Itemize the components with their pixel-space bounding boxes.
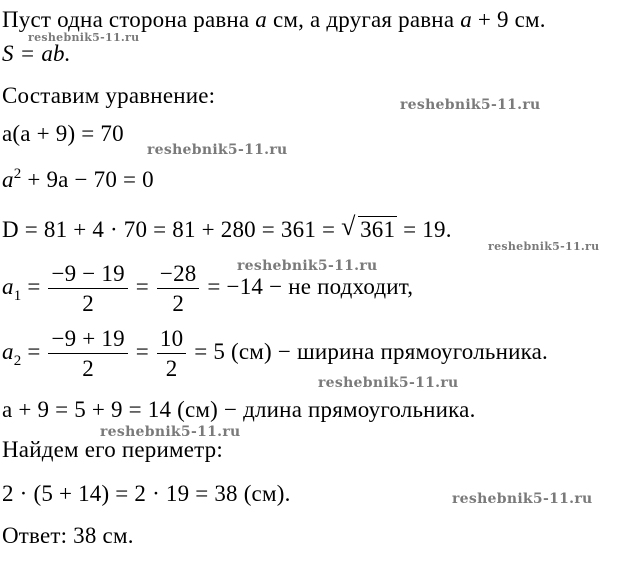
line-5-var: a <box>2 167 14 192</box>
sqrt-sign-icon: √ <box>341 212 356 241</box>
root-2-numerator-1: −9 + 19 <box>48 325 127 354</box>
line-8-root-2 <box>2 325 548 382</box>
line-5-rest: + 9a − 70 = 0 <box>21 167 154 192</box>
sqrt-radicand: 361 <box>360 217 396 242</box>
root-1-numerator-2: −28 <box>157 260 200 289</box>
root-2-numerator-2: 10 <box>157 325 186 354</box>
line-5-quadratic <box>2 166 154 194</box>
line-6-text: D = 81 + 4 · 70 = 81 + 280 = 361 = <box>2 217 342 242</box>
root-2-eq2: = <box>129 338 155 364</box>
root-1-fraction-1 <box>48 260 127 317</box>
line-1 <box>2 6 546 34</box>
root-2-tail: = 5 (см) − ширина прямоугольника. <box>188 338 548 364</box>
root-1-var: a <box>2 273 14 299</box>
root-2-eq: = <box>21 338 47 364</box>
watermark: reshebnik5-11.ru <box>452 491 593 507</box>
root-2-subscript: 2 <box>13 352 22 369</box>
root-2-fraction-2 <box>157 325 186 382</box>
root-2-denominator-2: 2 <box>165 356 178 381</box>
watermark: reshebnik5-11.ru <box>488 240 600 253</box>
root-1-fraction-2 <box>157 260 200 317</box>
watermark: reshebnik5-11.ru <box>237 258 378 274</box>
line-4-equation: a(a + 9) = 70 <box>2 121 124 146</box>
line-11-perimeter: 2 · (5 + 14) = 2 · 19 = 38 (см). <box>2 481 291 506</box>
watermark: reshebnik5-11.ru <box>147 142 288 158</box>
line-1-text-e: + 9 см. <box>471 7 546 32</box>
root-1-numerator-1: −9 − 19 <box>48 260 127 289</box>
line-12-answer: Ответ: 38 см. <box>2 523 134 548</box>
root-1-subscript: 1 <box>13 287 22 304</box>
line-5-exponent: 2 <box>13 166 22 182</box>
sqrt-expression <box>341 212 397 244</box>
root-1-denominator-1: 2 <box>82 291 94 316</box>
line-2-area-formula: S = ab. <box>2 41 71 66</box>
root-1-denominator-2: 2 <box>172 291 185 316</box>
watermark: reshebnik5-11.ru <box>318 375 459 391</box>
watermark: reshebnik5-11.ru <box>400 97 541 113</box>
line-1-var-a2: a <box>460 7 472 32</box>
line-9-length: a + 9 = 5 + 9 = 14 (см) − длина прямоугольника. <box>2 397 476 422</box>
root-2-fraction-1 <box>48 325 127 382</box>
watermark: reshebnik5-11.ru <box>100 424 241 440</box>
root-1-eq2: = <box>129 273 155 299</box>
line-1-var-a: a <box>255 7 267 32</box>
line-6-result: = 19. <box>397 217 452 242</box>
line-1-text-c: см, а другая равна <box>267 7 461 32</box>
root-1-eq: = <box>21 273 47 299</box>
line-10-heading: Найдем его периметр: <box>2 437 223 462</box>
root-2-var: a <box>2 338 14 364</box>
line-1-text-a: Пуст одна сторона равна <box>2 7 256 32</box>
line-6-discriminant <box>2 212 452 244</box>
root-1-tail: = −14 − не подходит, <box>201 273 414 299</box>
watermark: reshebnik5-11.ru <box>28 31 140 44</box>
root-2-denominator-1: 2 <box>82 356 94 381</box>
line-3-heading: Составим уравнение: <box>2 83 216 108</box>
